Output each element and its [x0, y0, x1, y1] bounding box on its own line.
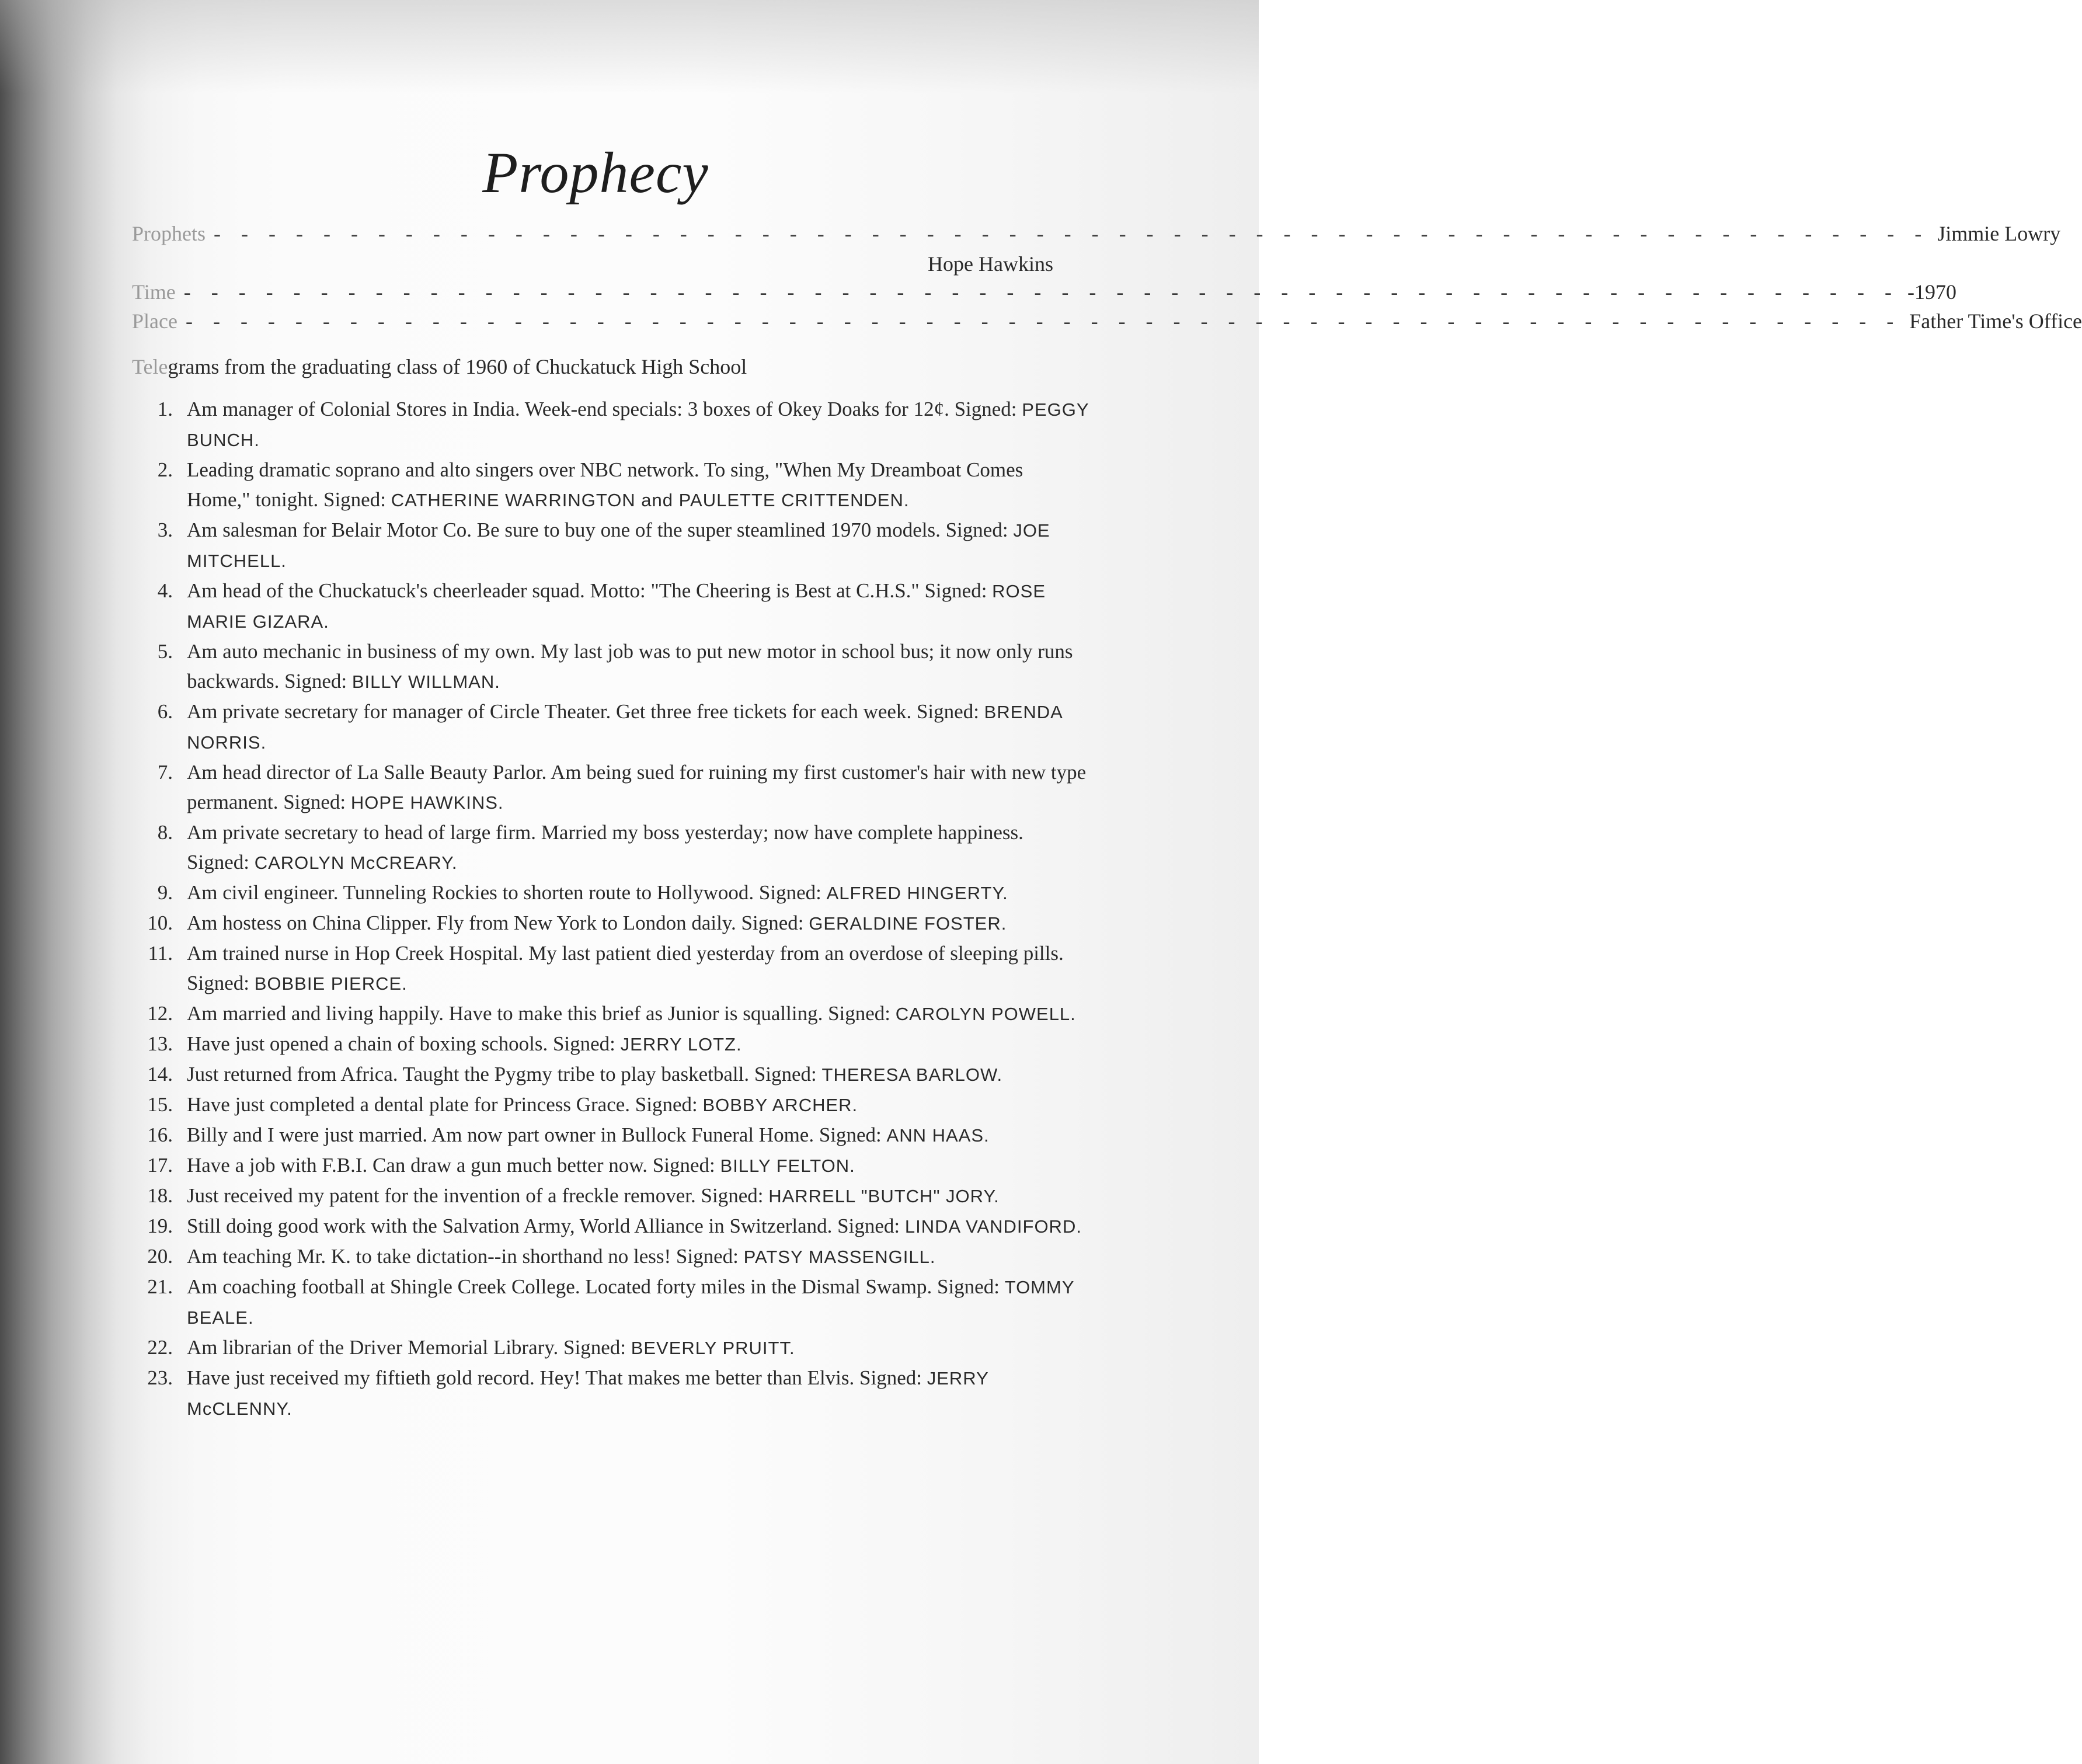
telegram-text: Am head director of La Salle Beauty Parlor. Am being sued for ruining my first customer's hair with new type permanent. Signed:	[187, 761, 1087, 813]
telegram-number: 11.	[148, 942, 173, 965]
telegram-item	[134, 908, 1089, 938]
telegram-item	[134, 515, 1089, 576]
telegram-text: Just returned from Africa. Taught the Pygmy tribe to play basketball. Signed:	[187, 1063, 817, 1085]
telegram-item	[134, 697, 1089, 757]
telegram-number: 1.	[157, 398, 173, 420]
telegram-text: Am trained nurse in Hop Creek Hospital. My last patient died yesterday from an overdose of sleeping pills. Signed:	[187, 942, 1064, 994]
prophets-label: Prophets	[132, 222, 206, 245]
telegram-text: Billy and I were just married. Am now part owner in Bullock Funeral Home. Signed:	[187, 1123, 882, 1146]
telegram-item	[134, 1150, 1089, 1181]
telegram-number: 7.	[157, 761, 173, 784]
time-label: Time	[132, 280, 176, 304]
telegram-signer: HARRELL "BUTCH" JORY.	[768, 1186, 1000, 1206]
telegram-item	[134, 1241, 1089, 1272]
telegram-number: 22.	[147, 1336, 173, 1359]
telegram-signer: CAROLYN POWELL.	[895, 1004, 1076, 1024]
telegram-signer: ROSE MARIE GIZARA.	[187, 581, 1046, 632]
telegram-number: 19.	[147, 1215, 173, 1237]
telegram-item	[134, 576, 1089, 636]
telegram-item	[134, 817, 1089, 878]
telegram-number: 3.	[157, 519, 173, 541]
telegram-signer: JERRY McCLENNY.	[187, 1368, 989, 1419]
telegram-item	[134, 394, 1089, 455]
telegram-item	[134, 757, 1089, 817]
telegram-number: 16.	[147, 1123, 173, 1146]
telegram-item	[134, 938, 1089, 998]
telegram-item	[134, 1029, 1089, 1059]
telegram-item	[134, 1181, 1089, 1211]
telegram-number: 10.	[147, 911, 173, 934]
place-label: Place	[132, 309, 177, 333]
time-row	[132, 277, 1956, 307]
telegram-item	[134, 1120, 1089, 1150]
dot-leader: - - - - - - - - - - - - - - - - - - - - - - - - - - - - - - - - - - - - - - - - - - - - - - - - - - - - - - - - - - - - - - -	[214, 222, 1930, 245]
page-title: Prophecy	[482, 140, 709, 205]
telegram-text: Still doing good work with the Salvation Army, World Alliance in Switzerland. Signed:	[187, 1215, 900, 1237]
telegram-signer: ALFRED HINGERTY.	[826, 883, 1008, 903]
intro-line	[132, 352, 747, 382]
telegram-number: 9.	[157, 881, 173, 904]
telegram-signer: BILLY WILLMAN.	[351, 671, 500, 692]
telegram-signer: ANN HAAS.	[886, 1125, 990, 1146]
telegram-item	[134, 636, 1089, 697]
telegram-signer: THERESA BARLOW.	[821, 1064, 1003, 1085]
telegram-signer: PATSY MASSENGILL.	[743, 1247, 936, 1267]
prophet-name: Hope Hawkins	[928, 252, 1053, 276]
telegram-signer: BOBBY ARCHER.	[702, 1095, 858, 1115]
telegram-signer: BOBBIE PIERCE.	[254, 973, 408, 994]
telegram-number: 4.	[157, 579, 173, 602]
place-row	[132, 306, 2082, 336]
telegram-text: Am salesman for Belair Motor Co. Be sure to buy one of the super steamlined 1970 models. Signed:	[187, 519, 1008, 541]
telegram-number: 5.	[157, 640, 173, 663]
telegram-text: Am married and living happily. Have to make this brief as Junior is squalling. Signed:	[187, 1002, 891, 1025]
prophet-name: Jimmie Lowry	[1937, 222, 2061, 245]
telegram-signer: HOPE HAWKINS.	[350, 792, 504, 813]
telegram-text: Am teaching Mr. K. to take dictation--in shorthand no less! Signed:	[187, 1245, 739, 1268]
telegram-number: 21.	[147, 1275, 173, 1298]
telegram-signer: JOE MITCHELL.	[187, 520, 1050, 571]
telegram-number: 6.	[157, 700, 173, 723]
telegram-number: 14.	[147, 1063, 173, 1085]
telegram-number: 20.	[147, 1245, 173, 1268]
telegram-item	[134, 1211, 1089, 1241]
telegram-number: 12.	[147, 1002, 173, 1025]
telegram-text: Leading dramatic soprano and alto singers over NBC network. To sing, "When My Dreamboat Comes Home," tonight. Signed:	[187, 458, 1023, 511]
place-value: Father Time's Office	[1909, 309, 2082, 333]
telegram-signer: CATHERINE WARRINGTON and PAULETTE CRITTENDEN.	[391, 490, 910, 510]
telegram-signer: BILLY FELTON.	[720, 1156, 855, 1176]
telegram-signer: JERRY LOTZ.	[620, 1034, 742, 1055]
telegram-item	[134, 455, 1089, 515]
telegram-signer: LINDA VANDIFORD.	[904, 1216, 1082, 1237]
telegram-number: 2.	[157, 458, 173, 481]
telegram-item	[134, 1363, 1089, 1424]
telegram-text: Am coaching football at Shingle Creek College. Located forty miles in the Dismal Swamp. Signed:	[187, 1275, 1000, 1298]
telegram-signer: TOMMY BEALE.	[187, 1277, 1074, 1328]
telegram-signer: BRENDA NORRIS.	[187, 702, 1063, 753]
telegram-text: Am head of the Chuckatuck's cheerleader squad. Motto: "The Cheering is Best at C.H.S." Signed:	[187, 579, 987, 602]
telegram-number: 18.	[147, 1184, 173, 1207]
telegram-item	[134, 878, 1089, 908]
telegram-number: 15.	[147, 1093, 173, 1116]
telegram-number: 8.	[157, 821, 173, 844]
prophets-row	[132, 218, 2061, 249]
telegram-text: Just received my patent for the invention of a freckle remover. Signed:	[187, 1184, 764, 1207]
telegram-signer: BEVERLY PRUITT.	[631, 1338, 795, 1358]
dot-leader: - - - - - - - - - - - - - - - - - - - - - - - - - - - - - - - - - - - - - - - - - - - - - - - - - - - - - - - - - - - - - - -	[185, 309, 1902, 333]
telegram-text: Am private secretary for manager of Circle Theater. Get three free tickets for each week. Signed:	[187, 700, 979, 723]
telegram-text: Am librarian of the Driver Memorial Library. Signed:	[187, 1336, 626, 1359]
telegram-text: Have just received my fiftieth gold record. Hey! That makes me better than Elvis. Signed:	[187, 1366, 922, 1389]
intro-faded: Tele	[132, 355, 168, 378]
telegram-signer: CAROLYN McCREARY.	[254, 853, 458, 873]
telegram-text: Have a job with F.B.I. Can draw a gun much better now. Signed:	[187, 1154, 715, 1177]
telegram-item	[134, 1059, 1089, 1090]
telegram-text: Am auto mechanic in business of my own. My last job was to put new motor in school bus; it now only runs backwards. Signed:	[187, 640, 1073, 693]
telegram-item	[134, 1272, 1089, 1332]
telegram-text: Am private secretary to head of large firm. Married my boss yesterday; now have complete happiness. Signed:	[187, 821, 1023, 874]
telegram-text: Am manager of Colonial Stores in India. Week-end specials: 3 boxes of Okey Doaks for 12¢. Signed:	[187, 398, 1017, 420]
time-value: -1970	[1907, 280, 1956, 304]
telegram-number: 13.	[147, 1032, 173, 1055]
page-shadow	[0, 0, 1259, 93]
telegram-item	[134, 998, 1089, 1029]
telegram-item	[134, 1090, 1089, 1120]
telegram-text: Am civil engineer. Tunneling Rockies to shorten route to Hollywood. Signed:	[187, 881, 821, 904]
dot-leader: - - - - - - - - - - - - - - - - - - - - - - - - - - - - - - - - - - - - - - - - - - - - - - - - - - - - - - - - - - - - - - -	[183, 280, 1899, 304]
telegram-number: 23.	[147, 1366, 173, 1389]
telegram-list	[134, 394, 1089, 1424]
telegram-text: Have just completed a dental plate for Princess Grace. Signed:	[187, 1093, 698, 1116]
telegram-text: Have just opened a chain of boxing schools. Signed:	[187, 1032, 615, 1055]
telegram-item	[134, 1332, 1089, 1363]
telegram-text: Am hostess on China Clipper. Fly from New York to London daily. Signed:	[187, 911, 804, 934]
intro-text: grams from the graduating class of 1960 of Chuckatuck High School	[168, 355, 747, 378]
telegram-signer: PEGGY BUNCH.	[187, 399, 1089, 450]
telegram-number: 17.	[147, 1154, 173, 1177]
telegram-signer: GERALDINE FOSTER.	[809, 913, 1007, 934]
